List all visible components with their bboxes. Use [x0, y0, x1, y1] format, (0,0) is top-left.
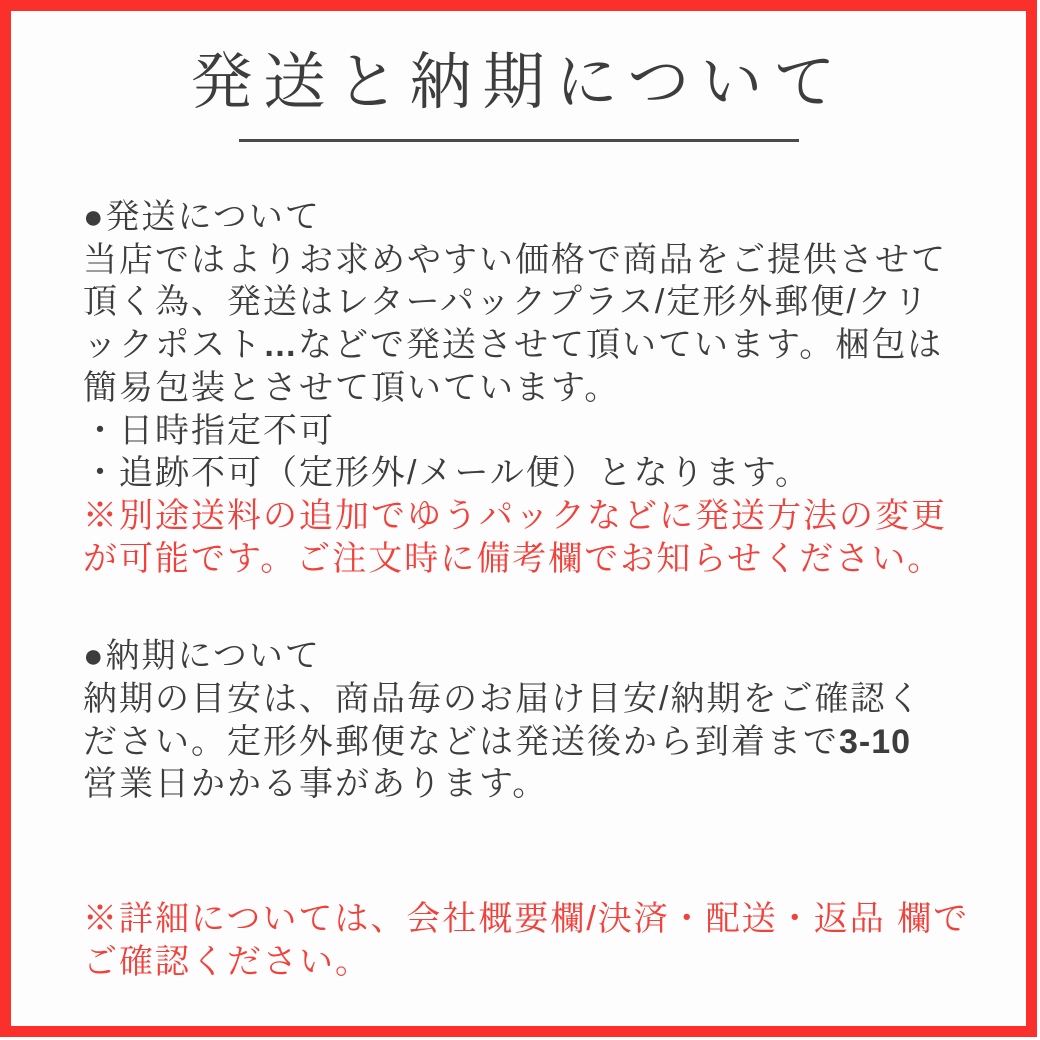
shipping-section	[83, 196, 986, 580]
ellipsis-text: …	[263, 326, 298, 365]
delivery-line: 納期の目安は、商品毎のお届け目安/納期をご確認く	[83, 680, 923, 719]
shipping-heading: ●発送について	[83, 198, 321, 236]
shipping-line	[83, 324, 986, 367]
delivery-heading: ●納期について	[83, 637, 321, 676]
shipping-alert-line: が可能です。ご注文時に備考欄でお知らせください。	[83, 539, 944, 578]
page-title: 発送と納期について	[190, 48, 847, 117]
delivery-section	[83, 635, 986, 806]
title-underline	[239, 139, 799, 142]
shipping-line: 簡易包装とさせて頂いています。	[83, 368, 621, 407]
shipping-bullet: ・追跡不可（定形外/メール便）となります。	[83, 454, 812, 493]
shipping-line-part: ックポスト	[83, 326, 263, 365]
shipping-line: 頂く為、発送はレターパックプラス/定形外郵便/クリ	[83, 283, 930, 322]
shipping-line: 当店ではよりお求めやすい価格で商品をご提供させて	[83, 240, 947, 279]
shipping-line-part: などで発送させて頂いています。梱包は	[298, 326, 944, 365]
shipping-alert-line: ※別途送料の追加でゆうパックなどに発送方法の変更	[83, 496, 947, 535]
details-alert-line: ※詳細については、会社概要欄/決済・配送・返品 欄で	[83, 900, 970, 939]
shipping-bullet: ・日時指定不可	[83, 411, 335, 450]
notice-content	[11, 196, 1026, 984]
details-note-section	[83, 898, 986, 983]
delivery-line	[83, 721, 986, 764]
delivery-line: 営業日かかる事があります。	[83, 765, 549, 804]
delivery-line-part: ださい。定形外郵便などは発送後から到着まで	[83, 722, 839, 761]
delivery-days-bold: 3-10	[839, 722, 912, 761]
details-alert-line: ご確認ください。	[83, 942, 371, 981]
